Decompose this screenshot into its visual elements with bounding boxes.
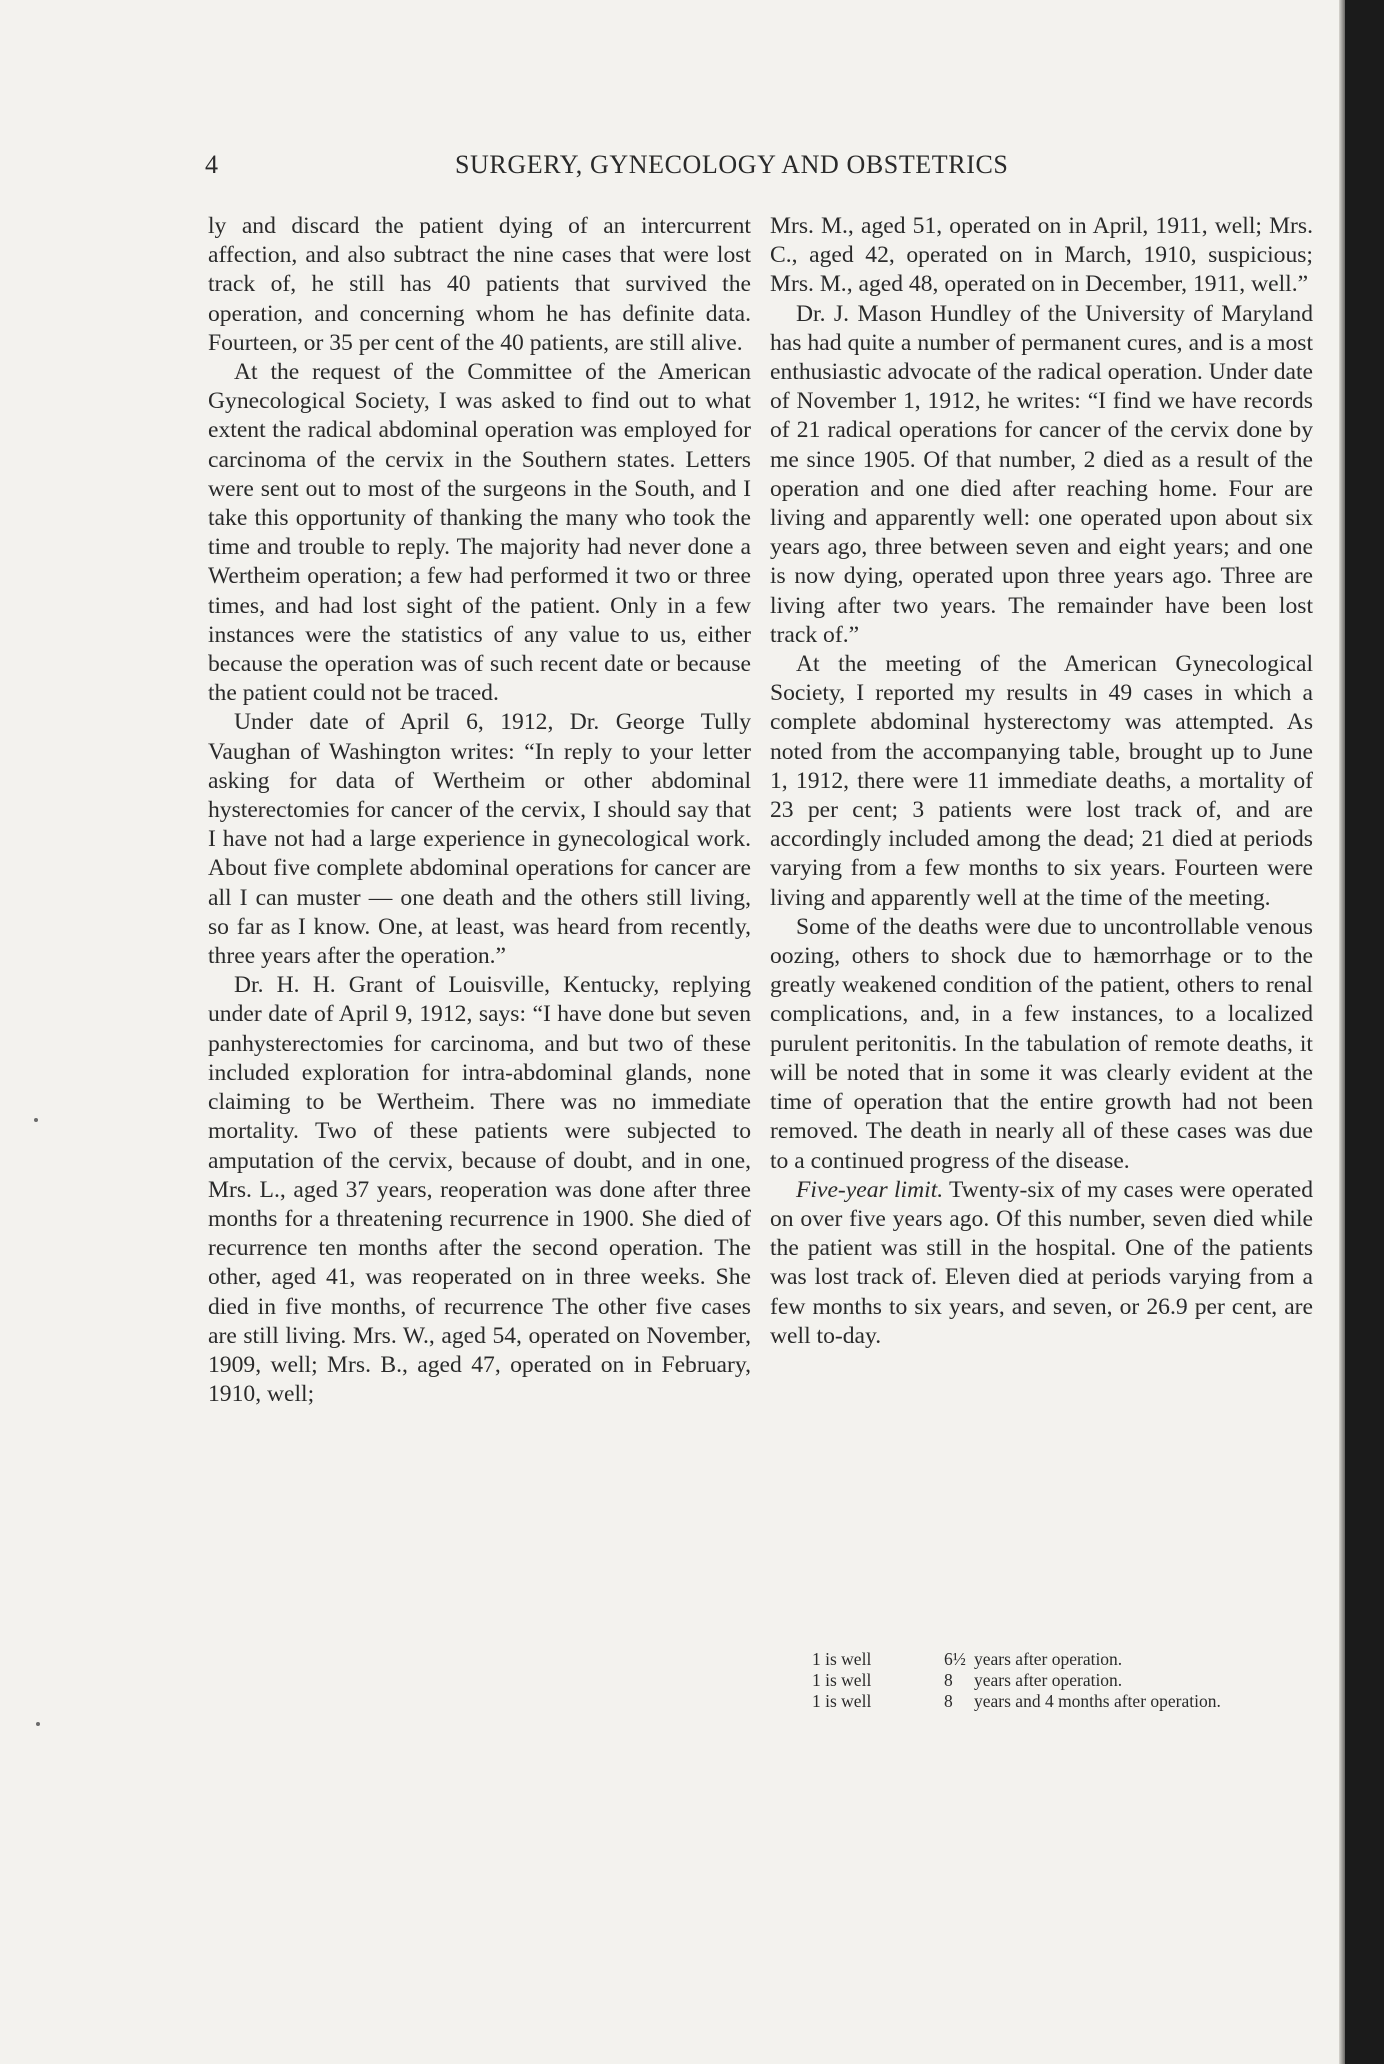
table-row xyxy=(812,1649,1312,1670)
five-year-limit-heading: Five-year limit. xyxy=(796,1176,944,1203)
paragraph-hundley-letter: Dr. J. Mason Hundley of the University of Maryland has had quite a number of permanent cures, and is a most enthusiastic advocate of the radical operation. Under date of November 1, 1912, he writes: “I find we have records of 21 radical operations for cancer of the cervix done by me since 1905. Of that number, 2 died as a result of the operation and one died after reaching home. Four are living and apparently well: one operated upon about six years ago, three between seven and eight years; and one is now dying, operated upon three years ago. Three are living after two years. The remainder have been lost track of.” xyxy=(770,300,1313,648)
paragraph-society-results: At the meeting of the American Gynecological Society, I reported my results in 49 cases in which a complete abdominal hysterectomy was attempted. As noted from the accompanying table, brought up to June 1, 1912, there were 11 immediate deaths, a mortality of 23 per cent; 3 patients were lost track of, and are accordingly included among the dead; 21 died at periods varying from a few months to six years. Fourteen were living and apparently well at the time of the meeting. xyxy=(770,651,1313,911)
journal-title: SURGERY, GYNECOLOGY AND OBSTETRICS xyxy=(455,150,1009,179)
paragraph-continued: ly and discard the patient dying of an intercurrent affection, and also subtract the nine cases that were lost track of, he still has 40 patients that survived the operation, and concerning whom he has definite data. Fourteen, or 35 per cent of the 40 patients, are still alive. xyxy=(208,213,751,356)
survivor-count: 1 is well xyxy=(812,1649,872,1669)
paragraph-causes-of-death: Some of the deaths were due to uncontrollable venous oozing, others to shock due to hæmorrhage or to the greatly weakened condition of the patient, others to renal complications, and, in a few instances, to a localized purulent peritonitis. In the tabulation of remote deaths, it will be noted that in some it was clearly evident at the time of operation that the entire growth had not been removed. The death in nearly all of these cases was due to a continued progress of the disease. xyxy=(770,913,1313,1174)
scan-speck xyxy=(36,1722,40,1726)
paragraph-grant-letter-continued: Mrs. M., aged 51, operated on in April, 1911, well; Mrs. C., aged 42, operated on in March, 1910, suspicious; Mrs. M., aged 48, operated on in December, 1911, well.” xyxy=(770,213,1313,298)
survivor-text: years and 4 months after operation. xyxy=(974,1691,1221,1711)
survivor-text: years after operation. xyxy=(974,1649,1123,1669)
survivor-count: 1 is well xyxy=(812,1670,872,1690)
table-row xyxy=(812,1691,1312,1712)
running-header xyxy=(205,150,1325,186)
paragraph-vaughan-letter: Under date of April 6, 1912, Dr. George Tully Vaughan of Washington writes: “In reply to your letter asking for data of Wertheim or other abdominal hysterectomies for cancer of the cervix, I should say that I have not had a large experience in gynecological work. About five complete abdominal operations for cancer are all I can muster — one death and the others still living, so far as I know. One, at least, was heard from recently, three years after the operation.” xyxy=(208,709,751,970)
paragraph-committee-request: At the request of the Committee of the American Gynecological Society, I was asked to find out to what extent the radical abdominal operation was employed for carcinoma of the cervix in the Southern states. Letters were sent out to most of the surgeons in the South, and I take this opportunity of thanking the many who took the time and trouble to reply. The majority had never done a Wertheim operation; a few had performed it two or three times, and had lost sight of the patient. Only in a few instances were the statistics of any value to us, either because the operation was of such recent date or because the patient could not be traced. xyxy=(208,359,751,707)
survivors-table xyxy=(812,1649,1312,1712)
paragraph-five-year-limit xyxy=(770,1176,1313,1351)
survivor-duration: 8 xyxy=(944,1691,953,1711)
scan-speck xyxy=(34,1118,38,1122)
survivor-text: years after operation. xyxy=(974,1670,1123,1690)
page-number: 4 xyxy=(205,150,218,179)
survivor-duration: 8 xyxy=(944,1670,953,1690)
right-column xyxy=(770,212,1313,1351)
paragraph-grant-letter: Dr. H. H. Grant of Louisville, Kentucky, replying under date of April 9, 1912, says: “I have done but seven panhysterectomies for carcinoma, and but two of these included exploration for intra-abdominal glands, none claiming to be Wertheim. There was no immediate mortality. Two of these patients were subjected to amputation of the cervix, because of doubt, and in one, Mrs. L., aged 37 years, reoperation was done after three months for a threatening recurrence in 1900. She died of recurrence ten months after the second operation. The other, aged 41, was reoperated on in three weeks. She died in five months, of recurrence The other five cases are still living. Mrs. W., aged 54, operated on November, 1909, well; Mrs. B., aged 47, operated on in February, 1910, well; xyxy=(208,972,751,1408)
survivor-duration: 6½ xyxy=(944,1649,966,1669)
five-year-limit-text: Twenty-six of my cases were operated on over five years ago. Of this number, seven died while the patient was still in the hospital. One of the patients was lost track of. Eleven died at periods varying from a few months to six years, and seven, or 26.9 per cent, are well to-day. xyxy=(770,1176,1313,1349)
left-column xyxy=(208,212,751,1409)
table-row xyxy=(812,1670,1312,1691)
book-binding xyxy=(1345,0,1384,2064)
survivor-count: 1 is well xyxy=(812,1691,872,1711)
